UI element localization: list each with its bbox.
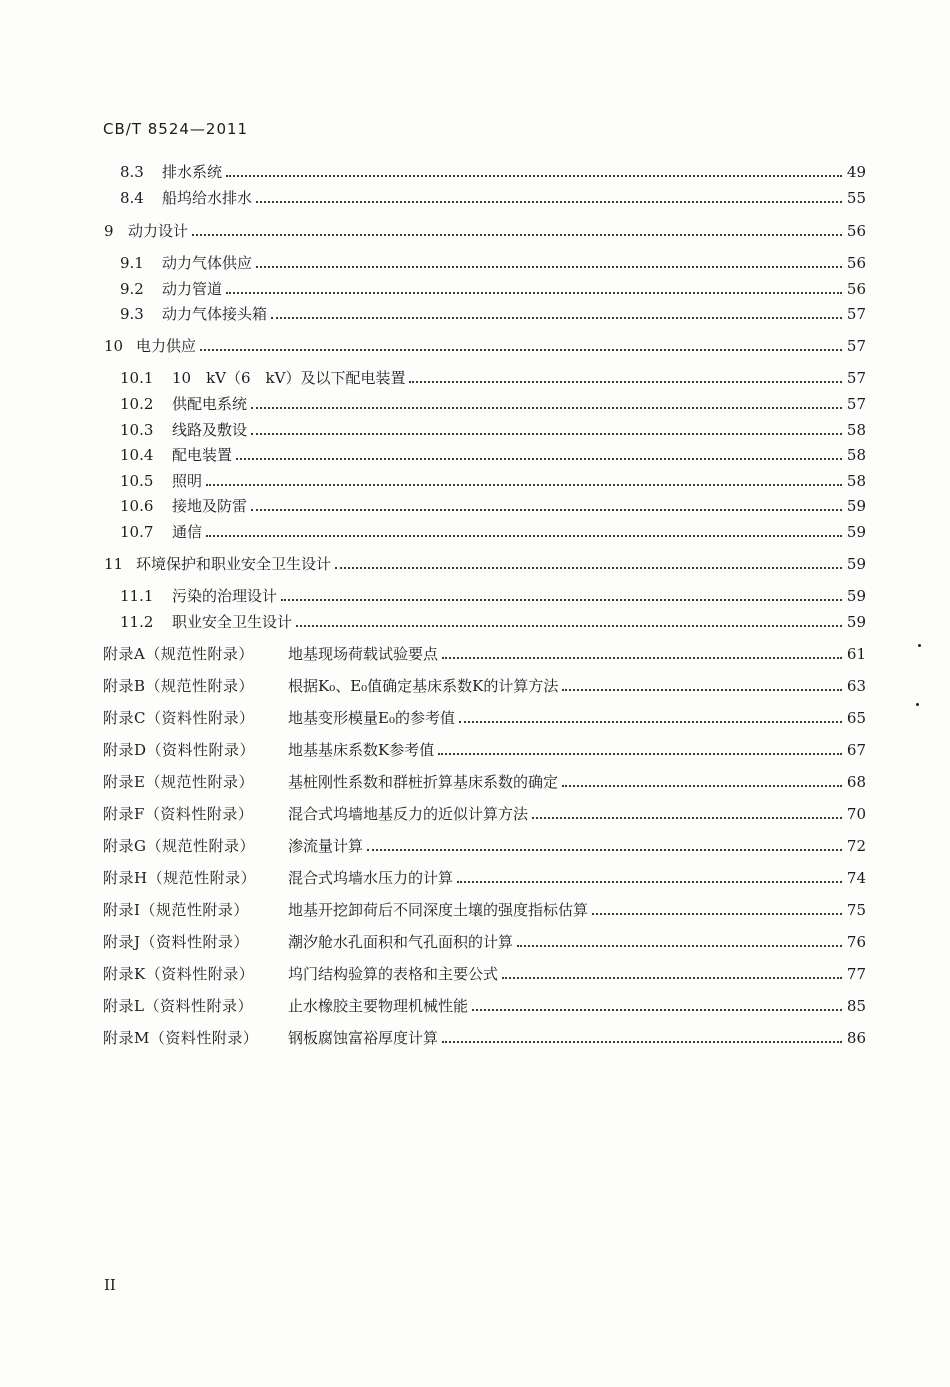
entry-page: 58 [846, 446, 866, 464]
dot-leader [459, 721, 842, 723]
appendix-title: 钢板腐蚀富裕厚度计算 [288, 1029, 439, 1047]
entry-number: 11.1 [120, 587, 154, 605]
toc-entry-9-3[interactable] [0, 300, 866, 324]
appendix-code: 附录A（规范性附录） [103, 645, 254, 663]
dot-leader [226, 292, 842, 294]
dot-leader [206, 484, 842, 486]
dot-leader [532, 817, 842, 819]
entry-number: 8.3 [120, 163, 144, 181]
appendix-page: 68 [846, 773, 866, 791]
appendix-page: 63 [846, 677, 866, 695]
entry-title: 动力气体供应 [162, 254, 253, 272]
appendix-title: 坞门结构验算的表格和主要公式 [288, 965, 499, 983]
entry-title: 动力管道 [162, 280, 223, 298]
entry-number: 8.4 [120, 189, 144, 207]
appendix-code: 附录H（规范性附录） [103, 869, 257, 887]
entry-title: 排水系统 [162, 163, 223, 181]
entry-title: 照明 [172, 472, 203, 490]
entry-number: 10.5 [120, 472, 154, 490]
appendix-title: 潮汐舱水孔面积和气孔面积的计算 [288, 933, 514, 951]
appendix-page: 85 [846, 997, 866, 1015]
appendix-title: 地基变形模量E₀的参考值 [288, 709, 455, 727]
entry-page: 59 [846, 555, 866, 573]
appendix-code: 附录L（资料性附录） [103, 997, 253, 1015]
entry-number: 10.3 [120, 421, 154, 439]
toc-appendix-j[interactable] [0, 928, 866, 952]
entry-number: 11 [104, 555, 124, 573]
dot-leader [271, 317, 842, 319]
toc-appendix-g[interactable] [0, 832, 866, 856]
appendix-code: 附录M（资料性附录） [103, 1029, 259, 1047]
entry-page: 56 [846, 222, 866, 240]
dot-leader [256, 266, 842, 268]
standard-code: CB/T 8524—2011 [103, 120, 249, 138]
entry-page: 55 [846, 189, 866, 207]
toc-appendix-c[interactable] [0, 704, 866, 728]
appendix-page: 86 [846, 1029, 866, 1047]
entry-number: 10.1 [120, 369, 154, 387]
entry-page: 58 [846, 421, 866, 439]
dot-leader [206, 535, 842, 537]
dot-leader [256, 201, 842, 203]
entry-page: 57 [846, 395, 866, 413]
entry-page: 59 [846, 587, 866, 605]
appendix-code: 附录C（资料性附录） [103, 709, 255, 727]
entry-title: 供配电系统 [172, 395, 248, 413]
toc-entry-8-3[interactable] [0, 158, 866, 182]
dot-leader [281, 599, 842, 601]
entry-title: 职业安全卫生设计 [172, 613, 293, 631]
entry-title: 环境保护和职业安全卫生设计 [136, 555, 332, 573]
entry-title: 污染的治理设计 [172, 587, 278, 605]
entry-page: 56 [846, 280, 866, 298]
entry-title: 动力设计 [128, 222, 189, 240]
dot-leader [438, 753, 842, 755]
dot-leader [251, 509, 842, 511]
appendix-title: 地基现场荷载试验要点 [288, 645, 439, 663]
entry-number: 9.1 [120, 254, 144, 272]
dot-leader [502, 977, 842, 979]
appendix-title: 根据K₀、E₀值确定基床系数K的计算方法 [288, 677, 559, 695]
entry-number: 11.2 [120, 613, 154, 631]
dot-leader [442, 657, 842, 659]
dot-leader [592, 913, 842, 915]
entry-page: 59 [846, 523, 866, 541]
appendix-title: 混合式坞墙地基反力的近似计算方法 [288, 805, 529, 823]
toc-entry-10-3[interactable] [0, 416, 866, 440]
entry-page: 57 [846, 337, 866, 355]
dot-leader [236, 458, 842, 460]
appendix-title: 基桩刚性系数和群桩折算基床系数的确定 [288, 773, 559, 791]
entry-number: 9.3 [120, 305, 144, 323]
entry-title: 10 kV（6 kV）及以下配电装置 [172, 369, 406, 387]
dot-leader [517, 945, 842, 947]
appendix-code: 附录G（规范性附录） [103, 837, 255, 855]
entry-title: 通信 [172, 523, 203, 541]
toc-appendix-f[interactable] [0, 800, 866, 824]
scan-speck [916, 703, 919, 706]
entry-title: 线路及敷设 [172, 421, 248, 439]
toc-entry-9-2[interactable] [0, 275, 866, 299]
toc-appendix-h[interactable] [0, 864, 866, 888]
appendix-code: 附录E（规范性附录） [103, 773, 254, 791]
toc-entry-10-2[interactable] [0, 390, 866, 414]
toc-appendix-k[interactable] [0, 960, 866, 984]
entry-page: 59 [846, 497, 866, 515]
entry-title: 船坞给水排水 [162, 189, 253, 207]
toc-entry-11[interactable] [0, 550, 866, 574]
dot-leader [335, 567, 842, 569]
appendix-code: 附录K（资料性附录） [103, 965, 255, 983]
dot-leader [457, 881, 842, 883]
appendix-page: 70 [846, 805, 866, 823]
appendix-title: 渗流量计算 [288, 837, 364, 855]
entry-title: 接地及防雷 [172, 497, 248, 515]
entry-title: 电力供应 [136, 337, 197, 355]
entry-page: 57 [846, 305, 866, 323]
appendix-page: 72 [846, 837, 866, 855]
appendix-code: 附录J（资料性附录） [103, 933, 250, 951]
appendix-code: 附录I（规范性附录） [103, 901, 249, 919]
entry-number: 9.2 [120, 280, 144, 298]
toc-entry-10-6[interactable] [0, 492, 866, 516]
dot-leader [367, 849, 842, 851]
dot-leader [296, 625, 842, 627]
toc-appendix-m[interactable] [0, 1024, 866, 1048]
toc-entry-11-1[interactable] [0, 582, 866, 606]
toc-appendix-e[interactable] [0, 768, 866, 792]
entry-number: 10.4 [120, 446, 154, 464]
toc-entry-11-2[interactable] [0, 608, 866, 632]
dot-leader [562, 689, 842, 691]
dot-leader [562, 785, 842, 787]
dot-leader [251, 407, 842, 409]
footer-page-number: II [104, 1276, 116, 1294]
appendix-code: 附录F（资料性附录） [103, 805, 254, 823]
appendix-page: 65 [846, 709, 866, 727]
appendix-page: 74 [846, 869, 866, 887]
toc-appendix-l[interactable] [0, 992, 866, 1016]
appendix-page: 67 [846, 741, 866, 759]
appendix-title: 地基开挖卸荷后不同深度土壤的强度指标估算 [288, 901, 589, 919]
appendix-page: 76 [846, 933, 866, 951]
toc-entry-10-4[interactable] [0, 441, 866, 465]
entry-number: 10 [104, 337, 124, 355]
appendix-title: 地基基床系数K参考值 [288, 741, 435, 759]
entry-page: 56 [846, 254, 866, 272]
dot-leader [200, 349, 842, 351]
toc-entry-10-5[interactable] [0, 467, 866, 491]
entry-page: 49 [846, 163, 866, 181]
dot-leader [409, 381, 842, 383]
toc-entry-9[interactable] [0, 217, 866, 241]
toc-entry-10-7[interactable] [0, 518, 866, 542]
entry-number: 10.6 [120, 497, 154, 515]
appendix-code: 附录D（资料性附录） [103, 741, 256, 759]
toc-entry-8-4[interactable] [0, 184, 866, 208]
entry-page: 57 [846, 369, 866, 387]
dot-leader [251, 433, 842, 435]
toc-appendix-b[interactable] [0, 672, 866, 696]
entry-title: 配电装置 [172, 446, 233, 464]
scan-speck [918, 644, 921, 647]
entry-page: 58 [846, 472, 866, 490]
appendix-title: 止水橡胶主要物理机械性能 [288, 997, 469, 1015]
dot-leader [226, 175, 842, 177]
entry-number: 9 [104, 222, 114, 240]
appendix-page: 61 [846, 645, 866, 663]
entry-number: 10.7 [120, 523, 154, 541]
toc-entry-9-1[interactable] [0, 249, 866, 273]
toc-appendix-a[interactable] [0, 640, 866, 664]
appendix-title: 混合式坞墙水压力的计算 [288, 869, 454, 887]
appendix-page: 77 [846, 965, 866, 983]
entry-page: 59 [846, 613, 866, 631]
toc-appendix-d[interactable] [0, 736, 866, 760]
toc-entry-10-1[interactable] [0, 364, 866, 388]
dot-leader [472, 1009, 842, 1011]
dot-leader [442, 1041, 842, 1043]
toc-entry-10[interactable] [0, 332, 866, 356]
appendix-code: 附录B（规范性附录） [103, 677, 255, 695]
entry-title: 动力气体接头箱 [162, 305, 268, 323]
entry-number: 10.2 [120, 395, 154, 413]
appendix-page: 75 [846, 901, 866, 919]
dot-leader [192, 234, 842, 236]
toc-appendix-i[interactable] [0, 896, 866, 920]
